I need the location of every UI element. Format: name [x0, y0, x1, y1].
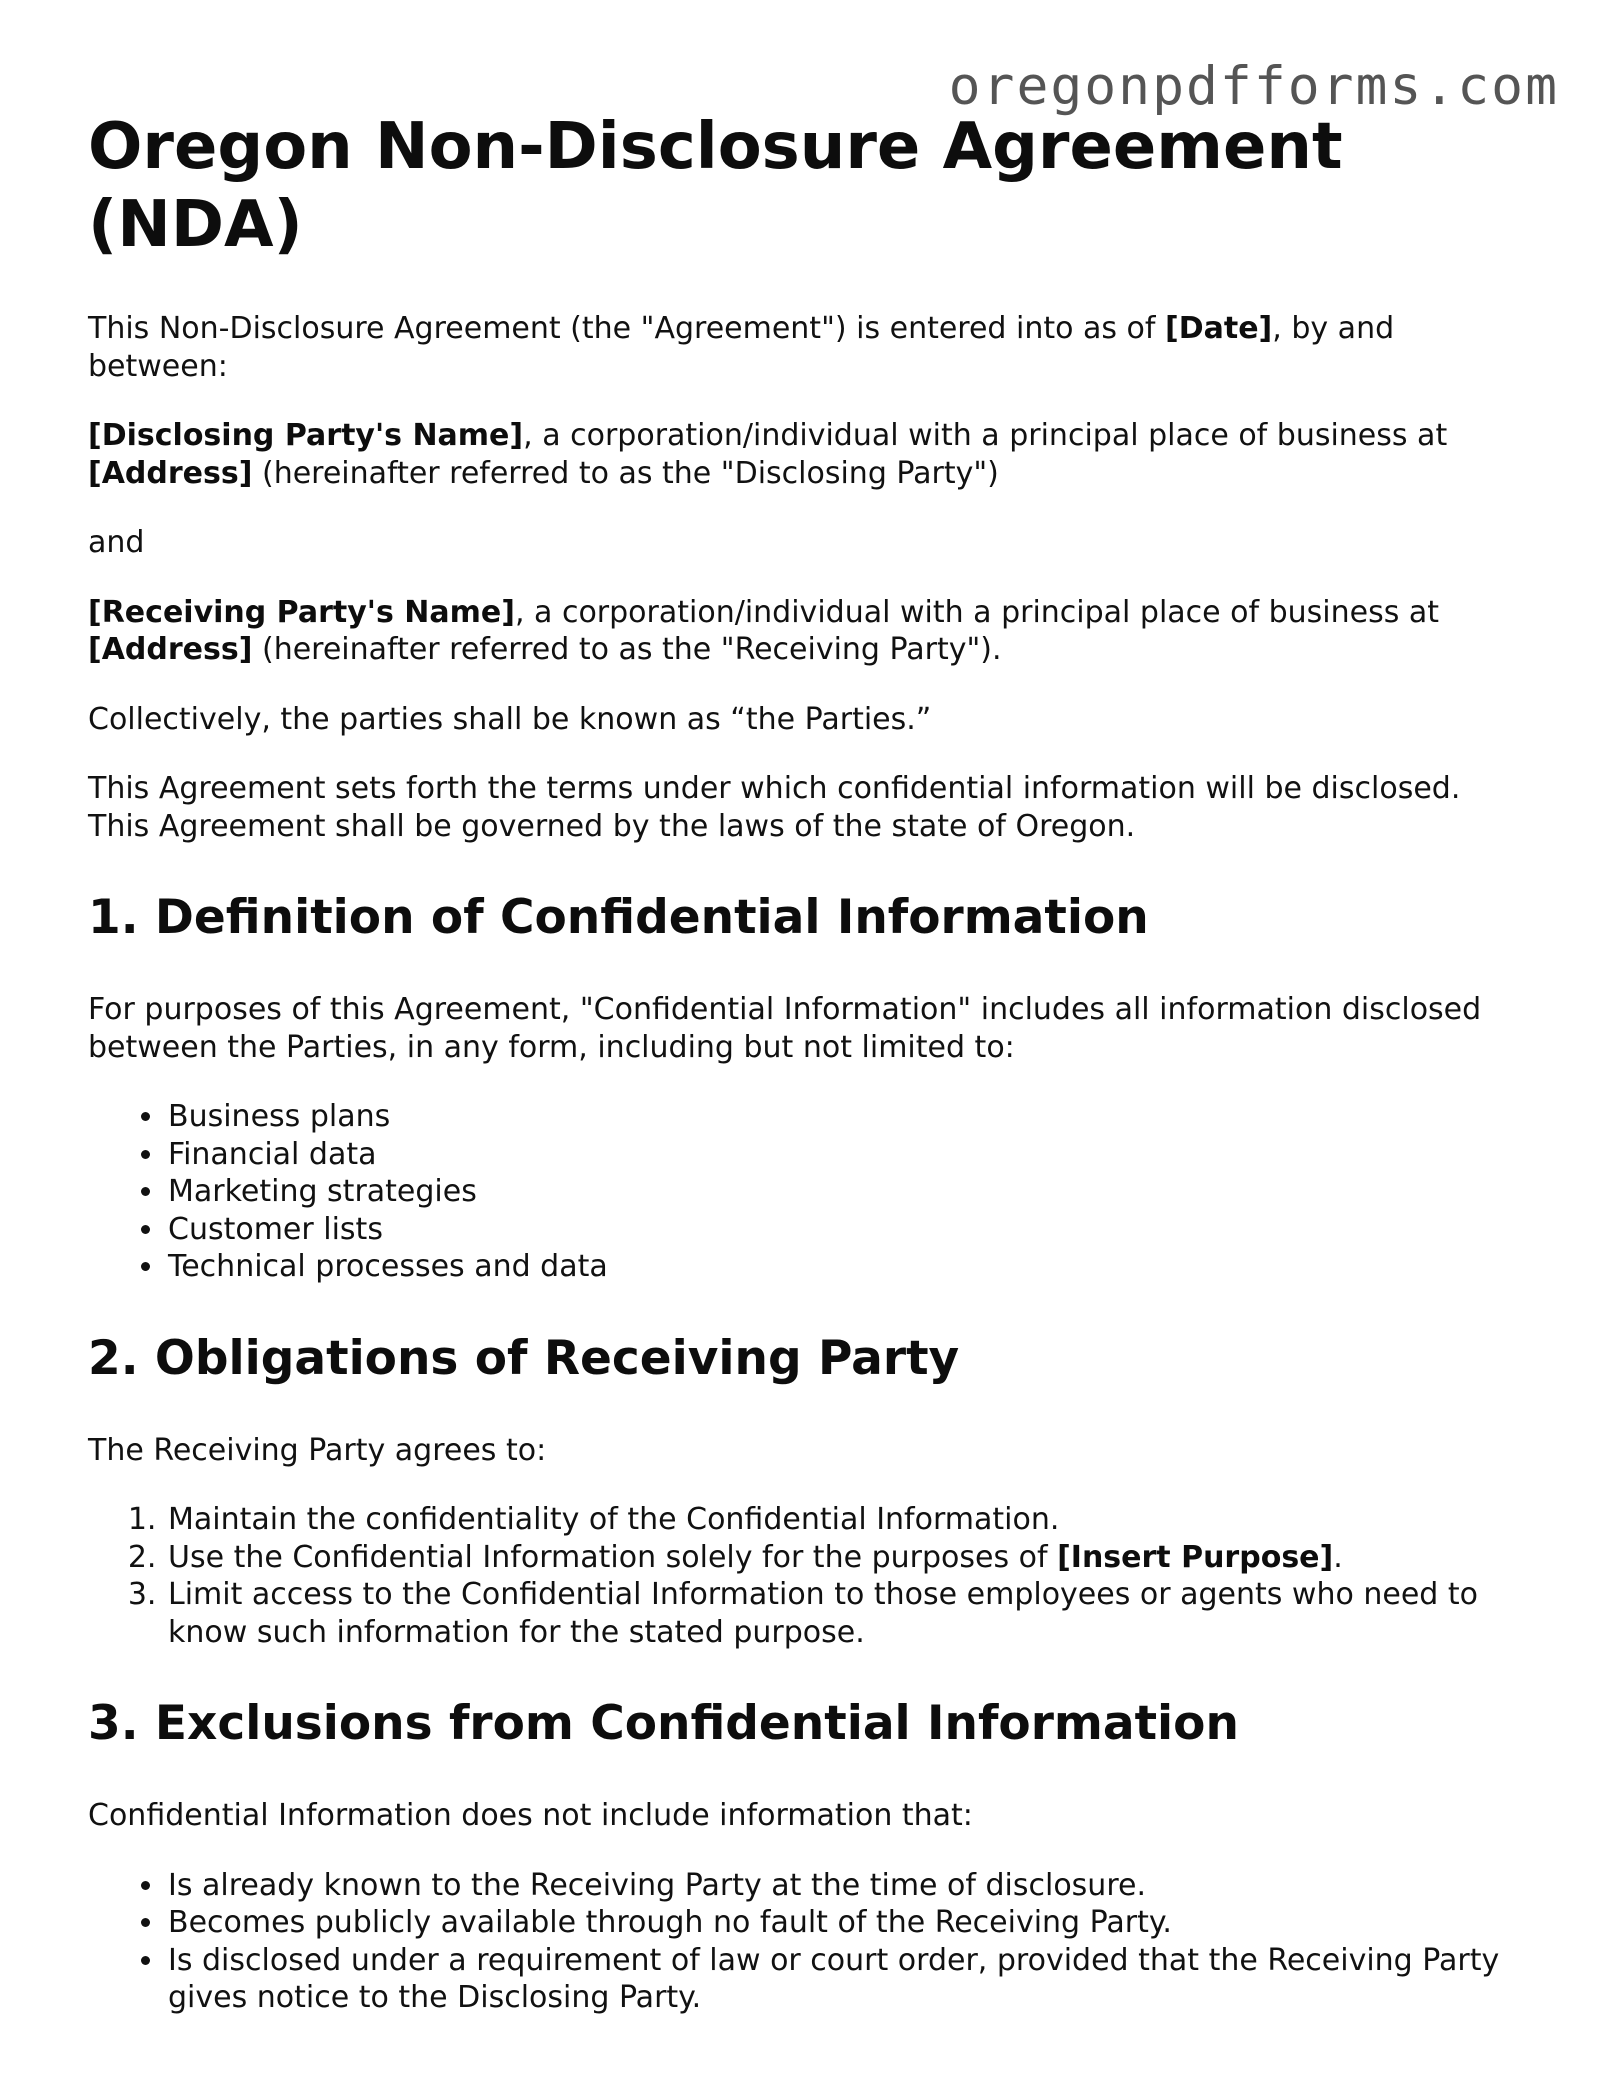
- intro-post-date: , by and between:: [88, 311, 1395, 384]
- intro-paragraph: [88, 310, 1528, 385]
- list-item: • Customer lists: [166, 1211, 1528, 1249]
- list-item: • Marketing strategies: [166, 1173, 1528, 1211]
- list-item: • Is disclosed under a requirement of law or court order, provided that the Receiving Party gives notice to the Disclosing Party.: [166, 1942, 1528, 2017]
- disclosing-party-tail: (hereinafter referred to as the "Disclosing Party"): [252, 455, 999, 491]
- date-placeholder: [Date]: [1165, 311, 1273, 346]
- section-1-list: [88, 1098, 1528, 1286]
- list-item: 3. Limit access to the Confidential Information to those employees or agents who need to know such information for the stated purpose.: [166, 1576, 1528, 1651]
- list-item: • Becomes publicly available through no fault of the Receiving Party.: [166, 1904, 1528, 1942]
- disclosing-party-name: [Disclosing Party's Name]: [88, 418, 524, 453]
- receiving-party-address: [Address]: [88, 632, 253, 667]
- receiving-party-paragraph: [88, 594, 1528, 669]
- disclosing-party-mid: , a corporation/individual with a principal place of business at: [523, 418, 1448, 453]
- document-title: Oregon Non-Disclosure Agreement (NDA): [88, 110, 1343, 262]
- section-3-intro: Confidential Information does not include information that:: [88, 1798, 973, 1833]
- section-3-heading: 3. Exclusions from Confidential Information: [88, 1696, 1239, 1751]
- purpose-placeholder: [Insert Purpose]: [1057, 1539, 1334, 1575]
- section-1-intro: For purposes of this Agreement, "Confidential Information" includes all information disclosed between the Parties, in any form, including but not limited to:: [88, 992, 1482, 1065]
- list-item: • Technical processes and data: [166, 1248, 1528, 1286]
- list-item: • Is already known to the Receiving Party at the time of disclosure.: [166, 1867, 1528, 1905]
- document-page: [88, 108, 1528, 2049]
- receiving-party-name: [Receiving Party's Name]: [88, 594, 515, 630]
- and-paragraph: and: [88, 525, 145, 560]
- list-item: • Business plans: [166, 1098, 1528, 1136]
- intro-pre-date: This Non-Disclosure Agreement (the "Agreement") is entered into as of: [88, 311, 1166, 346]
- section-1-heading: 1. Definition of Confidential Information: [88, 890, 1149, 945]
- section-2-list: [88, 1501, 1528, 1651]
- receiving-party-tail: (hereinafter referred to as the "Receiving Party").: [252, 632, 1002, 667]
- list-item: • Financial data: [166, 1136, 1528, 1174]
- section-3-list: [88, 1867, 1528, 2017]
- disclosing-party-address: [Address]: [88, 455, 253, 491]
- section-2-heading: 2. Obligations of Receiving Party: [88, 1330, 960, 1386]
- section-2-intro: The Receiving Party agrees to:: [88, 1432, 547, 1468]
- list-item: [166, 1539, 1528, 1577]
- governing-paragraph: This Agreement sets forth the terms under which confidential information will be disclosed. This Agreement shall be governed by the laws of the state of Oregon.: [88, 771, 1461, 844]
- disclosing-party-paragraph: [88, 417, 1528, 492]
- collectively-paragraph: Collectively, the parties shall be known as “the Parties.”: [88, 701, 932, 737]
- watermark: oregonpdfforms.com: [948, 56, 1559, 117]
- list-item: 1. Maintain the confidentiality of the Confidential Information.: [166, 1501, 1528, 1539]
- item-2-post: .: [1333, 1539, 1343, 1575]
- receiving-party-mid: , a corporation/individual with a principal place of business at: [514, 594, 1440, 630]
- item-2-pre: Use the Confidential Information solely for the purposes of: [168, 1539, 1058, 1575]
